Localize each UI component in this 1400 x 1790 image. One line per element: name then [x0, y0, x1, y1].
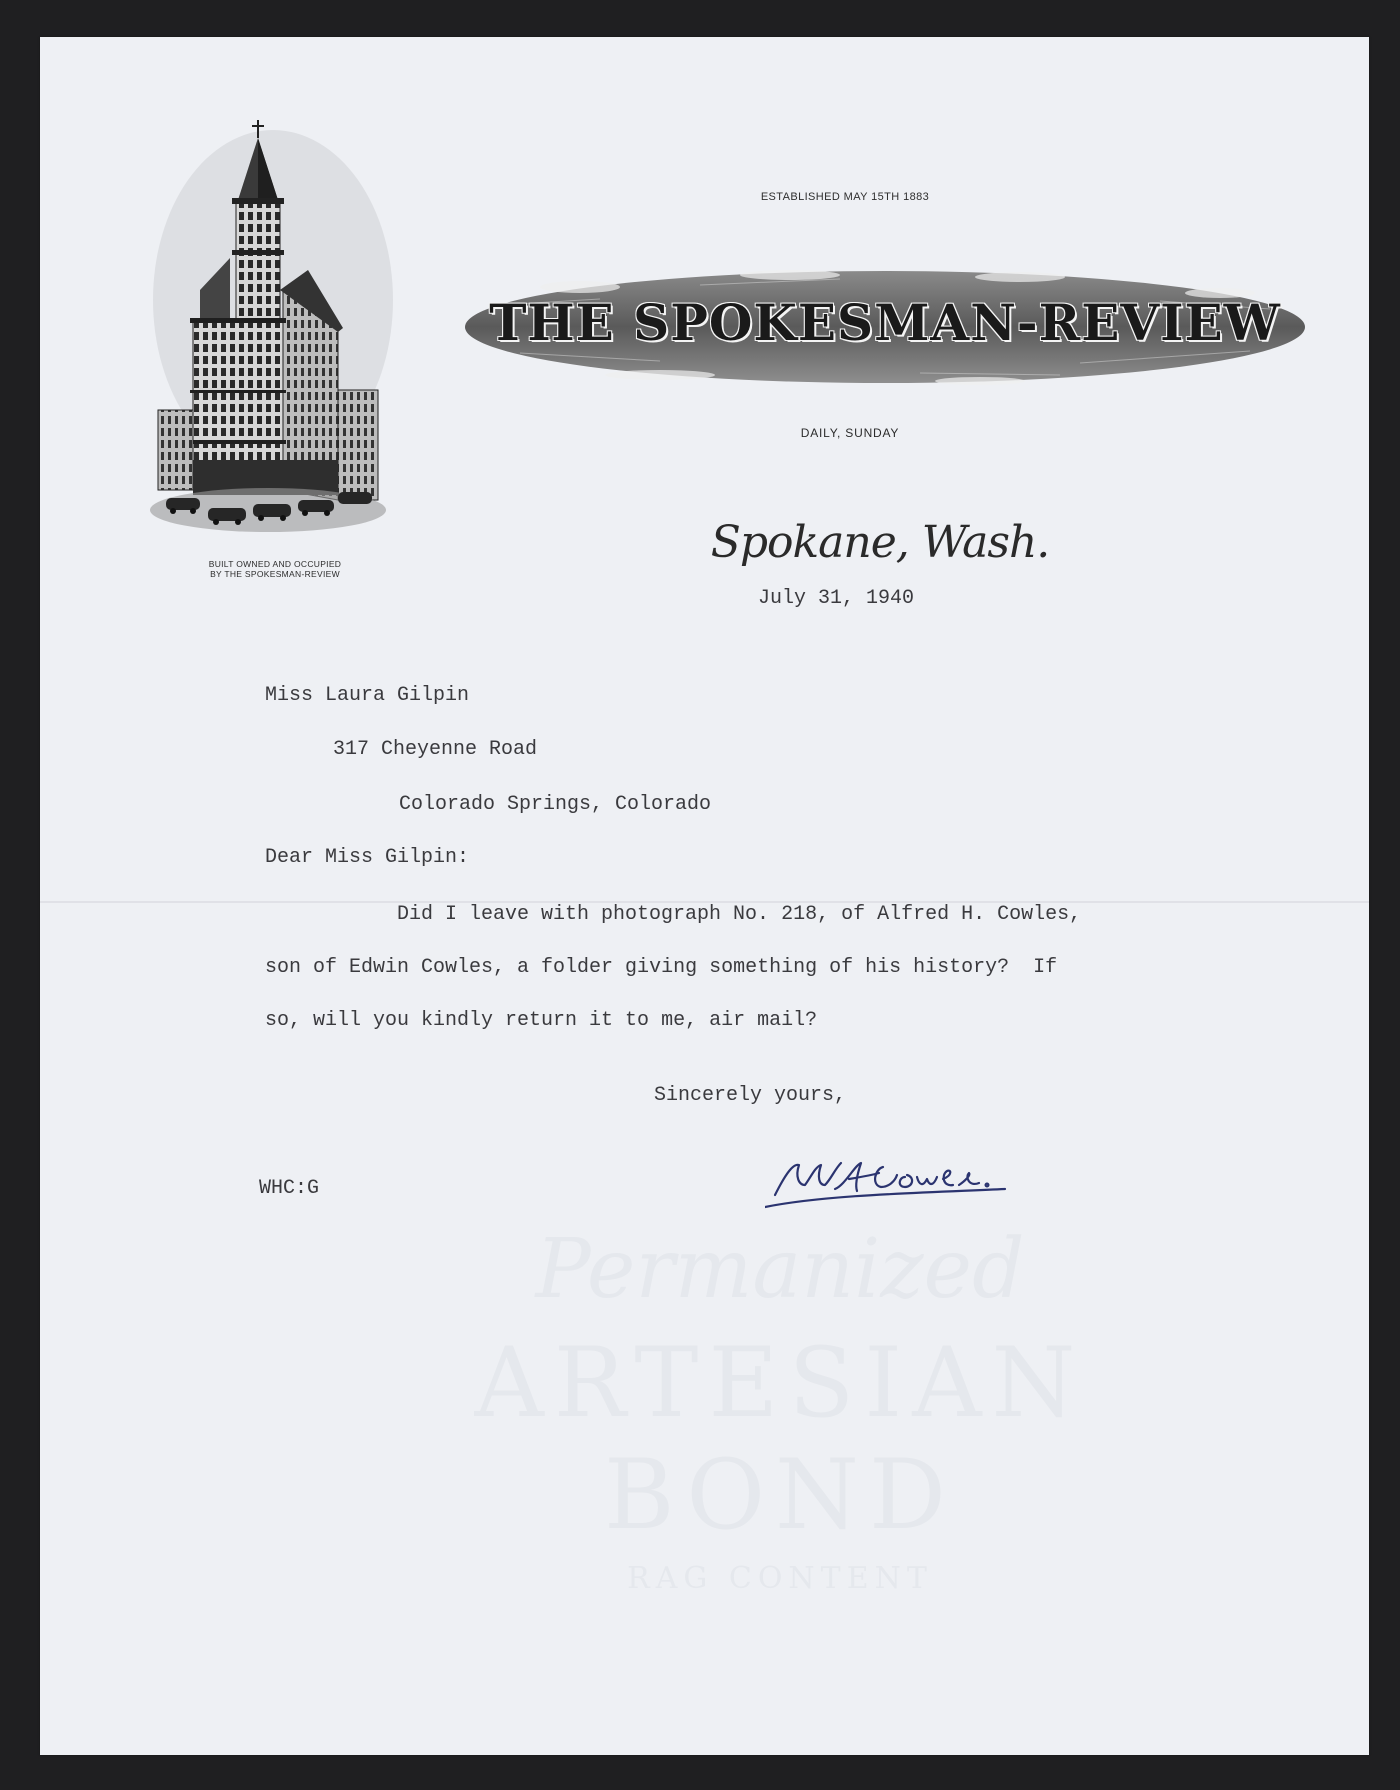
building-caption-line-2: BY THE SPOKESMAN-REVIEW: [210, 569, 340, 579]
recipient-name: Miss Laura Gilpin: [265, 684, 470, 707]
body-line-3: so, will you kindly return it to me, air mail?: [265, 1009, 818, 1032]
established-date: ESTABLISHED MAY 15TH 1883: [760, 191, 930, 203]
body-line-2: son of Edwin Cowles, a folder giving something of his history? If: [265, 956, 1058, 979]
paper-watermark: [420, 1222, 1140, 1596]
building-caption: [190, 559, 360, 579]
building-engraving-image: [138, 90, 398, 550]
watermark-line-2: ARTESIAN BOND: [474, 1327, 1086, 1551]
reference-initials: WHC:G: [259, 1177, 320, 1200]
letter-page: [40, 37, 1369, 1755]
building-caption-line-1: BUILT OWNED AND OCCUPIED: [208, 559, 342, 569]
editions-line: DAILY, SUNDAY: [800, 426, 900, 440]
closing: Sincerely yours,: [654, 1084, 847, 1107]
watermark-line-3: RAG CONTENT: [627, 1561, 933, 1596]
salutation: Dear Miss Gilpin:: [265, 846, 470, 869]
watermark-line-1: Permanized: [535, 1222, 1025, 1317]
body-line-1: Did I leave with photograph No. 218, of Alfred H. Cowles,: [397, 903, 1082, 926]
city-script: Spokane, Wash.: [710, 517, 1050, 568]
recipient-city: Colorado Springs, Colorado: [399, 793, 712, 816]
masthead: [460, 265, 1310, 395]
recipient-street: 317 Cheyenne Road: [333, 738, 538, 761]
letter-date: July 31, 1940: [758, 587, 915, 610]
newspaper-name: THE SPOKESMAN-REVIEW: [489, 293, 1281, 352]
handwritten-signature: [765, 1155, 1085, 1215]
